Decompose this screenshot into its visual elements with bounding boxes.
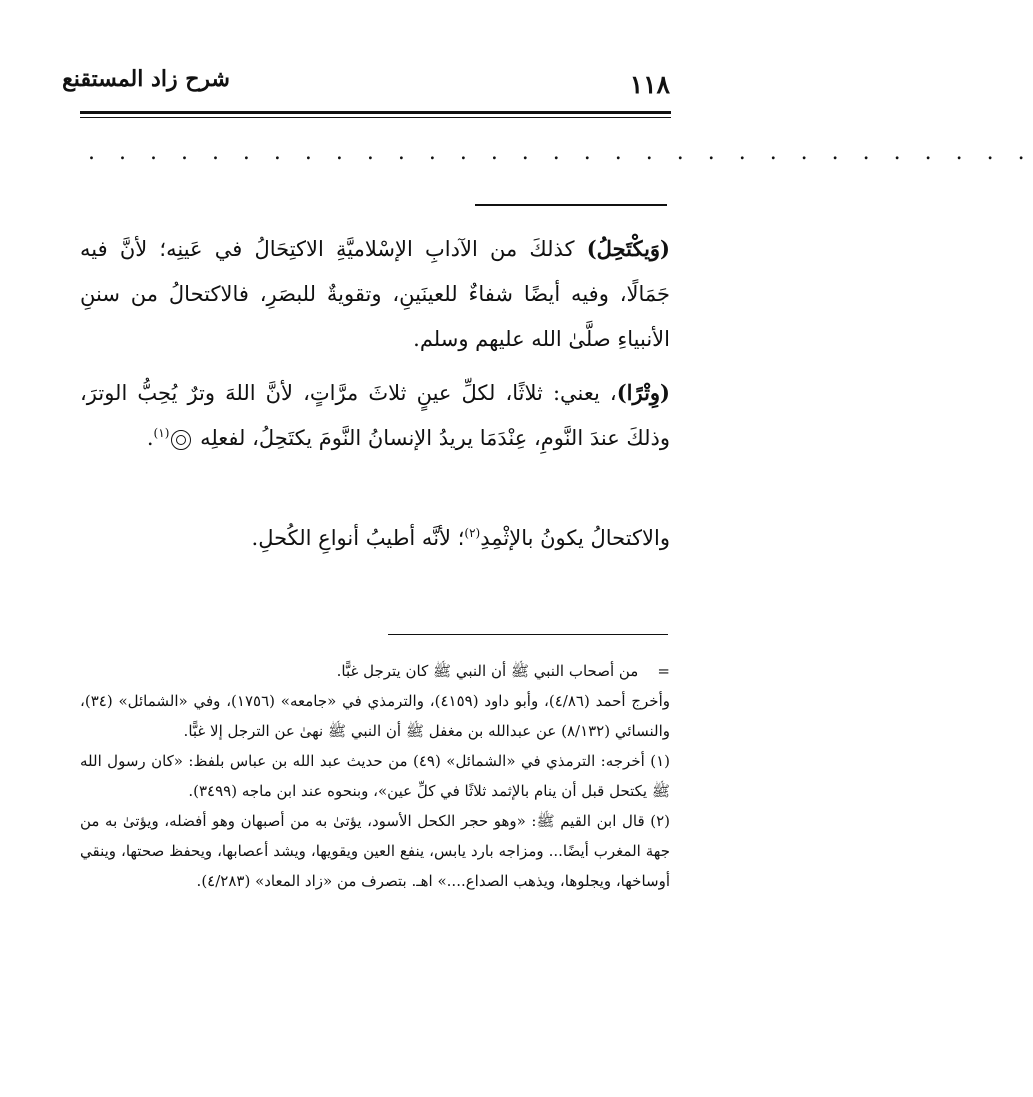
footnote-continuation [80, 656, 670, 686]
footnote-label: (١) [650, 752, 670, 770]
paragraph-kohl [80, 226, 670, 362]
footnote-text: قال ابن القيم ﷺ: «وهو حجر الكحل الأسود، يؤتىٰ به من أصبهان وهو أفضله، ويؤتىٰ به من جهة المغرب أيضًا... ومزاجه بارد يابس، ينفع العين ويقويها، ويشد أعصابها، ويحفظ صحتها، وينقي أوساخها، ويجلوها، ويذهب الصداع....» اهـ. بتصرف من «زاد المعاد» (٤/٢٨٣). [80, 812, 670, 890]
footnotes [80, 656, 670, 896]
header-rule-thin [80, 117, 671, 118]
paragraph-text: ، يعني: ثلاثًا، لكلِّ عينٍ ثلاثَ مرَّاتٍ، لأنَّ اللهَ وترٌ يُحِبُّ الوترَ، وذلكَ عندَ النَّومِ، عِنْدَمَا يريدُ الإنسانُ النَّومَ يكتَحِلُ، لفعلِه [80, 381, 670, 450]
footnote-marker: (٢) [464, 526, 481, 540]
paragraph-text: والاكتحالُ يكونُ بالإثْمِدِ [480, 526, 670, 550]
paragraph-witr [80, 370, 670, 461]
footnote-rule [388, 634, 668, 635]
footnote-text: من أصحاب النبي ﷺ أن النبي ﷺ كان يترجل غبًّا. [336, 662, 639, 680]
page-number: ١١٨ [629, 70, 670, 99]
main-text-2 [80, 370, 670, 461]
footnote-2 [80, 806, 670, 896]
section-rule [475, 204, 667, 206]
header-rule-thick [80, 111, 671, 114]
salawat-seal-icon [171, 430, 191, 450]
footnote-1 [80, 746, 670, 806]
main-text [80, 226, 670, 362]
running-title: شرح زاد المستقنع [62, 66, 230, 92]
paragraph-text-end: ؛ لأنَّه أطيبُ أنواعِ الكُحلِ. [251, 526, 465, 550]
paragraph-text: كذلكَ من الآدابِ الإسْلاميَّةِ الاكتِحَالُ في عَينِه؛ لأنَّ فيه جَمَالًا، وفيه أيضًا شفاءٌ للعينَينِ، وتقويةٌ للبصَرِ، فالاكتحالُ من سننِ الأنبياءِ صلَّىٰ الله عليهم وسلم. [80, 237, 670, 351]
footnote-marker: (١) [153, 426, 170, 440]
footnote-label: (٢) [650, 812, 670, 830]
ellipsis-separator: . . . . . . . . . . . . . . . . . . . . . . . . . . . . . . . [88, 140, 1033, 165]
paragraph-ithmid [80, 516, 670, 561]
matn-keyword: (وَيكْتَحِلُ) [586, 236, 670, 261]
footnote-text: وأخرج أحمد (٤/٨٦)، وأبو داود (٤١٥٩)، والترمذي في «جامعه» (١٧٥٦)، وفي «الشمائل» (٣٤)، والنسائي (٨/١٣٢) عن عبدالله بن مغفل ﷺ أن النبي ﷺ نهىٰ عن الترجل إلا غبًّا. [80, 692, 670, 740]
footnote-continuation-2 [80, 686, 670, 746]
matn-keyword: (وِتْرًا) [616, 380, 670, 405]
continuation-marker: = [657, 662, 670, 680]
footnote-text: أخرجه: الترمذي في «الشمائل» (٤٩) من حديث عبد الله بن عباس بلفظ: «كان رسول الله ﷺ يكتحل قبل أن ينام بالإثمد ثلاثًا في كلِّ عين»، وبنحوه عند ابن ماجه (٣٤٩٩). [80, 752, 670, 800]
period: . [146, 426, 154, 450]
main-text-3 [80, 516, 670, 561]
